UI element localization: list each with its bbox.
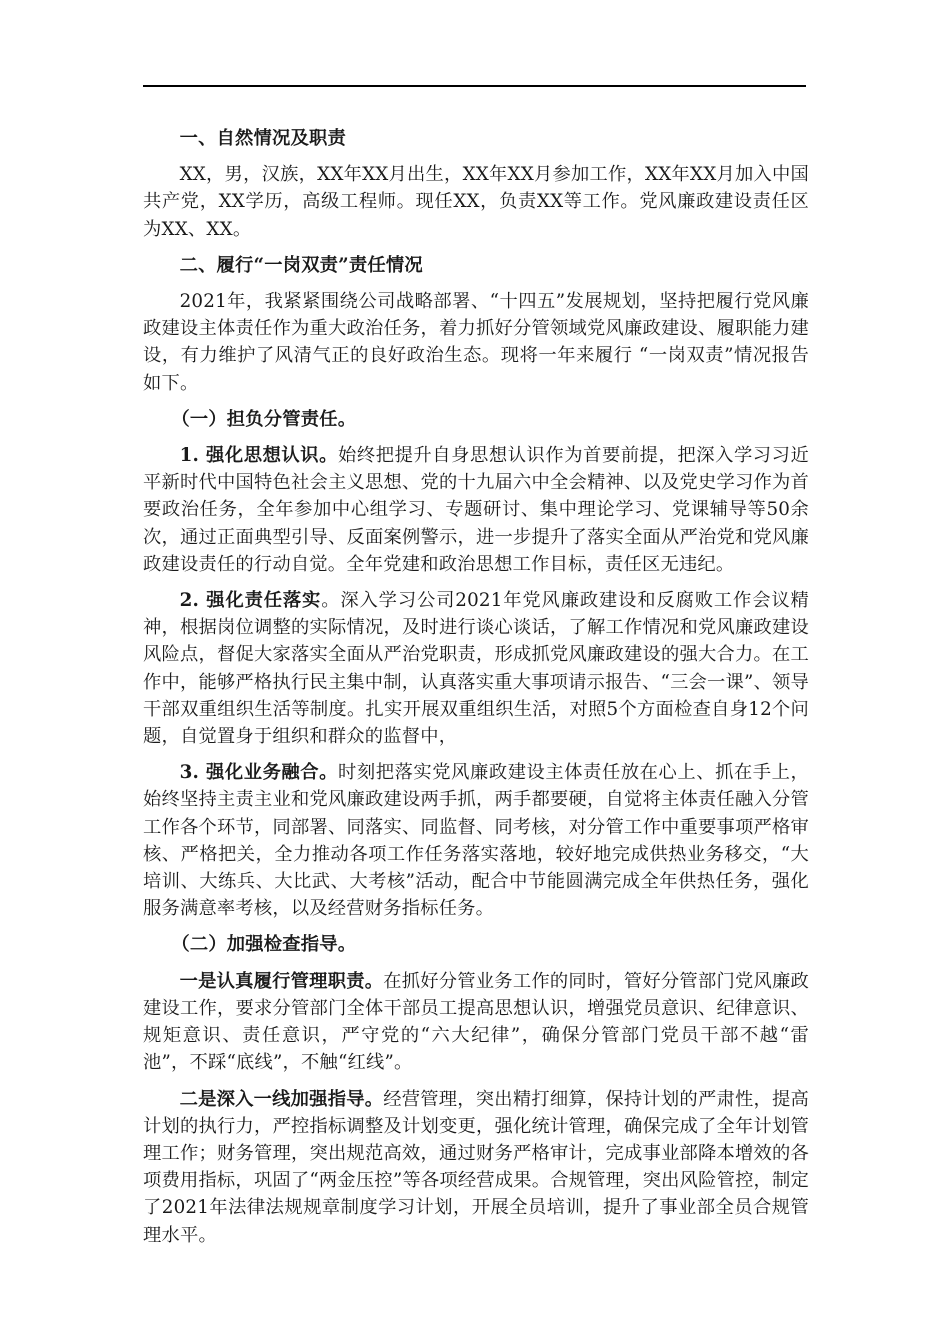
item-5-lead: 二是深入一线加强指导。 — [179, 1088, 384, 1110]
item-3-lead: 3. 强化业务融合。 — [179, 762, 338, 784]
document-body — [143, 125, 809, 1258]
section-1-title: 一、自然情况及职责 — [179, 128, 346, 149]
section-1-body: XX，男，汉族，XX年XX月出生，XX年XX月参加工作，XX年XX月加入中国共产党，XX学历，高级工程师。现任XX，负责XX等工作。党风廉政建设责任区为XX、XX。 — [143, 164, 809, 240]
item-4-lead: 一是认真履行管理职责。 — [179, 970, 384, 992]
item-3-paragraph — [143, 759, 809, 922]
header-rule — [143, 85, 806, 87]
item-1-lead: 1. 强化思想认识。 — [179, 445, 338, 467]
item-2-lead: 2. 强化责任落实 — [179, 590, 322, 612]
section-2-intro: 2021年，我紧紧围绕公司战略部署、“十四五”发展规划，坚持把履行党风廉政建设主体责任作为重大政治任务，着力抓好分管领域党风廉政建设、履职能力建设，有力维护了风清气正的良好政治生态。现将一年来履行 “一岗双责”情况报告如下。 — [143, 291, 809, 394]
item-4-paragraph — [143, 968, 809, 1077]
section-2-title: 二、履行“一岗双责”责任情况 — [179, 254, 423, 276]
subsection-2-title: （二）加强检查指导。 — [171, 934, 357, 956]
item-2-paragraph — [143, 587, 809, 750]
item-5-paragraph — [143, 1086, 809, 1249]
item-4-body: 在抓好分管业务工作的同时，管好分管部门党风廉政建设工作，要求分管部门全体干部员工提高思想认识，增强党员意识、纪律意识、规矩意识、责任意识，严守党的“六大纪律”，确保分管部门党员干部不越“雷池”，不踩“底线”，不触“红线”。 — [143, 970, 809, 1074]
item-1-body: 始终把提升自身思想认识作为首要前提，把深入学习习近平新时代中国特色社会主义思想、党的十九届六中全会精神、以及党史学习作为首要政治任务，全年参加中心组学习、专题研讨、集中理论学习、党课辅导等50余次，通过正面典型引导、反面案例警示，进一步提升了落实全面从严治党和党风廉政建设责任的行动自觉。全年党建和政治思想工作目标，责任区无违纪。 — [143, 445, 809, 575]
item-5-body: 经营管理，突出精打细算，保持计划的严肃性，提高计划的执行力，严控指标调整及计划变更，强化统计管理，确保完成了全年计划管理工作；财务管理，突出规范高效，通过财务严格审计，完成事业部降本增效的各项费用指标，巩固了“两金压控”等各项经营成果。合规管理，突出风险管控，制定了2021年法律法规规章制度学习计划，开展全员培训，提升了事业部全员合规管理水平。 — [143, 1088, 809, 1246]
subsection-1-title: （一）担负分管责任。 — [171, 408, 357, 430]
item-1-paragraph — [143, 442, 809, 578]
item-2-body: 。深入学习公司2021年党风廉政建设和反腐败工作会议精神，根据岗位调整的实际情况，及时进行谈心谈话，了解工作情况和党风廉政建设风险点，督促大家落实全面从严治党职责，形成抓党风廉政建设的强大合力。在工作中，能够严格执行民主集中制，认真落实重大事项请示报告、“三会一课”、领导干部双重组织生活等制度。扎实开展双重组织生活，对照5个方面检查自身12个问题，自觉置身于组织和群众的监督中， — [143, 590, 809, 748]
item-3-body: 时刻把落实党风廉政建设主体责任放在心上、抓在手上，始终坚持主责主业和党风廉政建设两手抓，两手都要硬，自觉将主体责任融入分管工作各个环节，同部署、同落实、同监督、同考核，对分管工作中重要事项严格审核、严格把关，全力推动各项工作任务落实落地，较好地完成供热业务移交，“大培训、大练兵、大比武、大考核”活动，配合中节能圆满完成全年供热任务，强化服务满意率考核，以及经营财务指标任务。 — [143, 762, 809, 920]
